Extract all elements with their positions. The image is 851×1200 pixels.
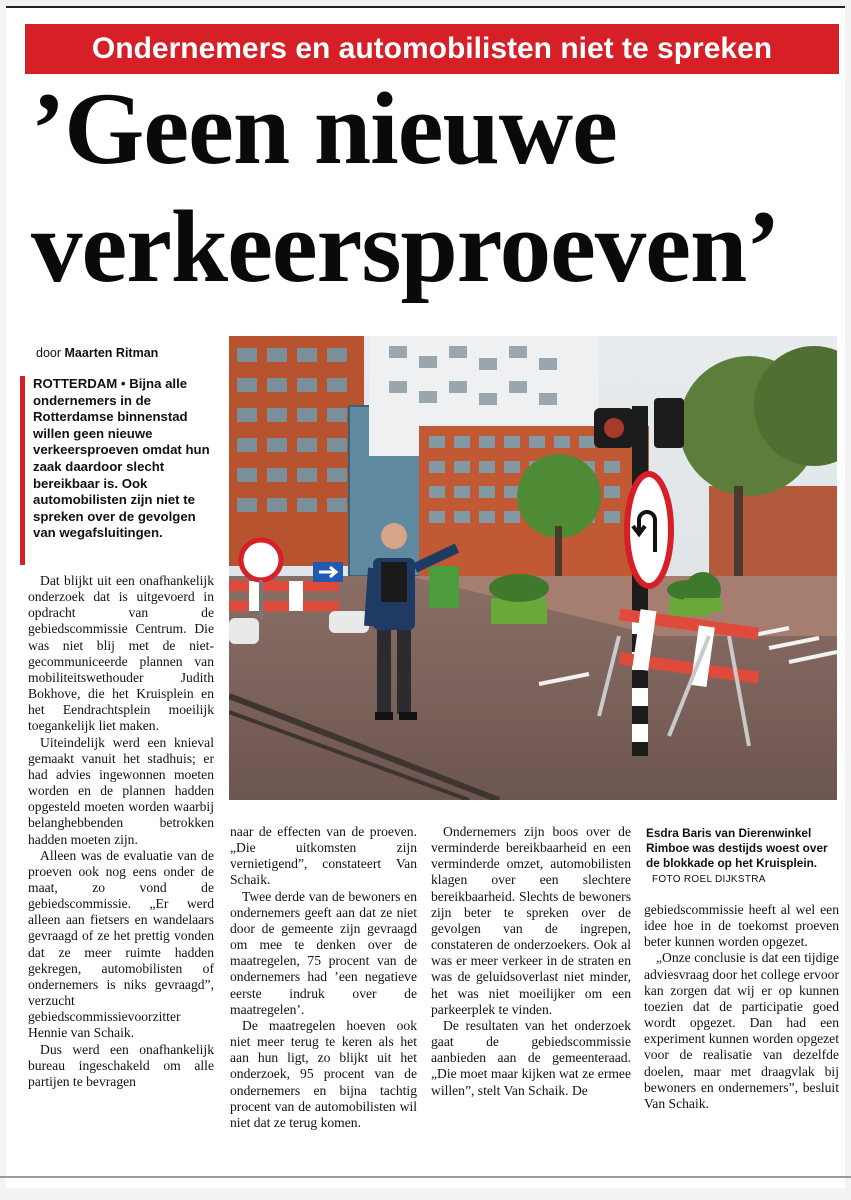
photo-credit: FOTO ROEL DIJKSTRA (652, 874, 766, 885)
kicker-banner: Ondernemers en automobilisten niet te spreken (25, 24, 839, 74)
paragraph: „Onze conclusie is dat een tijdige adviesvraag door het college ervoor kan zorgen dat wij er op kunnen toezien dat de participatie goed wordt opgezet. Dan had een experiment kunnen worden opgezet voor de realisatie van dezelfde doelen, maar met draagvlak bij bewoners en ondernemers”, besluit Van Schaik. (644, 950, 839, 1111)
lead-accent-bar (20, 376, 25, 565)
paragraph: De resultaten van het onderzoek gaat de gebiedscommissie aanbieden aan de gemeenteraad. „Die moet maar kijken wat ze ermee willen”, stelt Van Schaik. De (431, 1017, 631, 1098)
article-column-4 (644, 902, 839, 1112)
newspaper-page (6, 6, 845, 1188)
street-scene-illustration (229, 336, 837, 800)
headline-line-2: verkeersproeven’ (31, 190, 780, 304)
paragraph: Dat blijkt uit een onafhankelijk onderzoek dat is uitgevoerd in opdracht van de gebiedscommissie Centrum. Die was niet blij met de niet-gecommuniceerde plannen van mobiliteitswethouder Judith Bokhove, die het Kruisplein en het Eendrachtsplein moeilijk toegankelijk liet maken. (28, 573, 214, 734)
article-column-3 (431, 824, 631, 1099)
paragraph: gebiedscommissie heeft al wel een idee hoe in de toekomst proeven beter kunnen worden opgezet. (644, 902, 839, 950)
byline-prefix: door (36, 346, 62, 360)
photo-caption (646, 826, 840, 887)
headline (31, 70, 843, 306)
bottom-divider (0, 1176, 851, 1178)
paragraph: Twee derde van de bewoners en ondernemers geeft aan dat ze niet door de gemeente zijn gevraagd om mee te denken over de maatregelen, 75 procent van de ondernemers had ’een negatieve eerste indruk over de maatregelen’. (230, 888, 417, 1017)
paragraph: Alleen was de evaluatie van de proeven ook nog eens onder de maat, zo vond de gebiedscommissie. „Er werd alleen aan fietsers en wandelaars gevraagd of ze het prettig vonden dat ze meer ruimte hadden gekregen, automobilisten of ondernemers is niks gevraagd”, verzucht gebiedscommissievoorzitter Hennie van Schaik. (28, 847, 214, 1041)
paragraph: De maatregelen hoeven ook niet meer terug te keren als het aan hun ligt, zo blijkt uit het onderzoek, 95 procent van de ondernemers en bijna tachtig procent van de automobilisten wil niet dat ze terug komen. (230, 1017, 417, 1130)
paragraph: Ondernemers zijn boos over de verminderde bereikbaarheid en een verminderde omzet, automobilisten klagen over een slechtere bereikbaarheid. Slechts de bewoners zijn beter te spreken over de gevolgen van de ingrepen, constateren de onderzoekers. Ook al was er meer verkeer in de straten en was de geluidsoverlast niet minder, het was niet moeilijker om een parkeerplek te vinden. (431, 824, 631, 1017)
paragraph: naar de effecten van de proeven. „Die uitkomsten zijn vernietigend”, constateert Van Schaik. (230, 824, 417, 888)
paragraph: Uiteindelijk werd een knieval gemaakt vanuit het stadhuis; er had advies ingewonnen moeten worden en de plannen hadden opgesteld moeten worden waarbij belanghebbenden betrokken hadden moeten zijn. (28, 734, 214, 847)
article-column-2 (230, 824, 417, 1131)
article-column-1 (28, 573, 214, 1090)
caption-text: Esdra Baris van Dierenwinkel Rimboe was destijds woest over de blokkade op het Kruisplein. (646, 826, 828, 870)
paragraph: Dus werd een onafhankelijk bureau ingeschakeld om alle partijen te bevragen (28, 1041, 214, 1089)
byline (36, 346, 158, 360)
article-photo (229, 336, 837, 800)
headline-line-1: ’Geen nieuwe (31, 72, 617, 186)
lead-paragraph: ROTTERDAM • Bijna alle ondernemers in de Rotterdamse binnenstad willen geen nieuwe verkeersproeven omdat hun zaak daardoor slecht bereikbaar is. Ook automobilisten zijn niet te spreken over de gevolgen van wegafsluitingen. (33, 376, 210, 541)
byline-author: Maarten Ritman (64, 346, 159, 360)
